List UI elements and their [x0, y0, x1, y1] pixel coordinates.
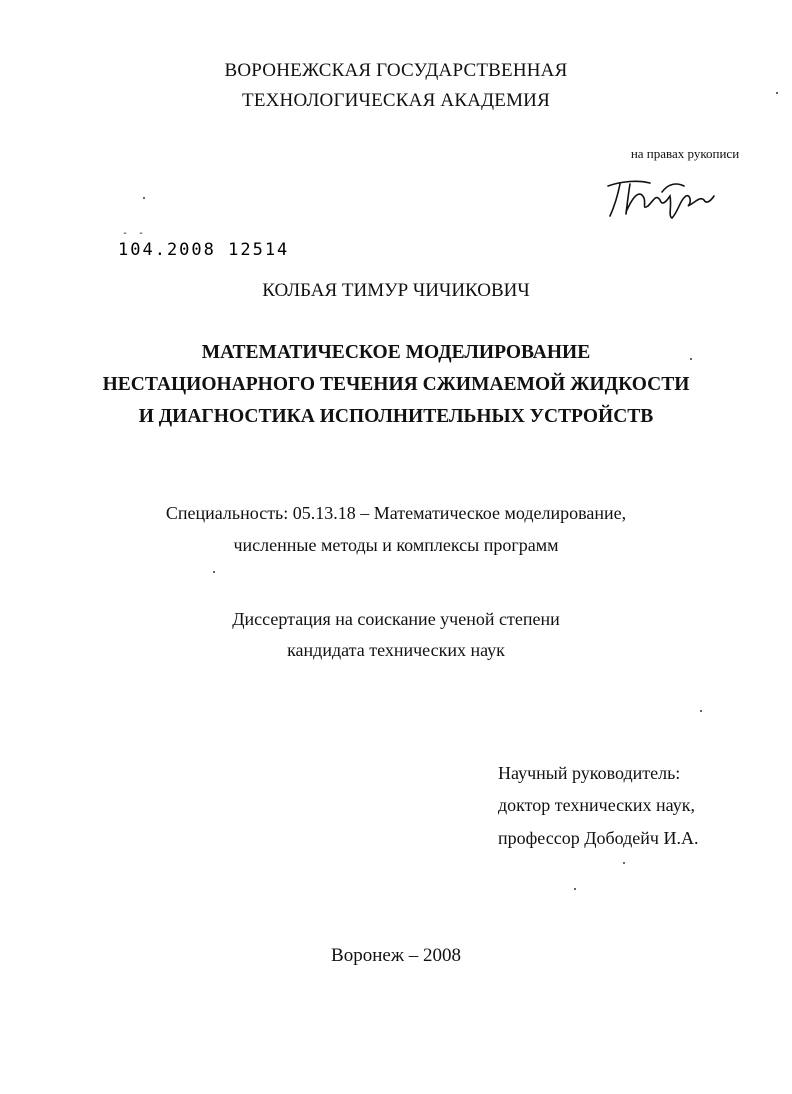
author-name: КОЛБАЯ ТИМУР ЧИЧИКОВИЧ	[262, 280, 530, 301]
scan-speck	[574, 888, 576, 890]
supervisor-label: Научный руководитель:	[498, 763, 681, 783]
signature-icon	[600, 172, 730, 222]
scan-speck	[213, 571, 215, 573]
rights-note: на правах рукописи	[630, 146, 740, 161]
title-line-3: И ДИАГНОСТИКА ИСПОЛНИТЕЛЬНЫХ УСТРОЙСТВ	[138, 406, 654, 427]
supervisor-degree: доктор технических наук,	[498, 795, 695, 815]
title-line-1: МАТЕМАТИЧЕСКОЕ МОДЕЛИРОВАНИЕ	[201, 342, 591, 363]
degree-line-2: кандидата технических наук	[287, 640, 505, 660]
specialty-line-2: численные методы и комплексы программ	[233, 535, 559, 555]
title-line-2: НЕСТАЦИОНАРНОГО ТЕЧЕНИЯ СЖИМАЕМОЙ ЖИДКОСТИ	[102, 374, 690, 395]
scan-speck	[690, 358, 692, 360]
archive-number: 104.2008 12514	[118, 240, 290, 260]
scan-speck	[776, 92, 778, 94]
city-year: Воронеж – 2008	[331, 945, 461, 966]
archive-marks: - -	[122, 228, 147, 239]
degree-line-1: Диссертация на соискание ученой степени	[232, 609, 560, 629]
institution-line-1: ВОРОНЕЖСКАЯ ГОСУДАРСТВЕННАЯ	[224, 60, 568, 81]
scan-speck	[623, 862, 625, 864]
supervisor-name: профессор Дободейч И.А.	[498, 828, 699, 848]
specialty-line-1: Специальность: 05.13.18 – Математическое моделирование,	[165, 503, 627, 523]
scan-speck	[143, 197, 145, 199]
institution-line-2: ТЕХНОЛОГИЧЕСКАЯ АКАДЕМИЯ	[242, 90, 550, 111]
scan-speck	[700, 710, 702, 712]
